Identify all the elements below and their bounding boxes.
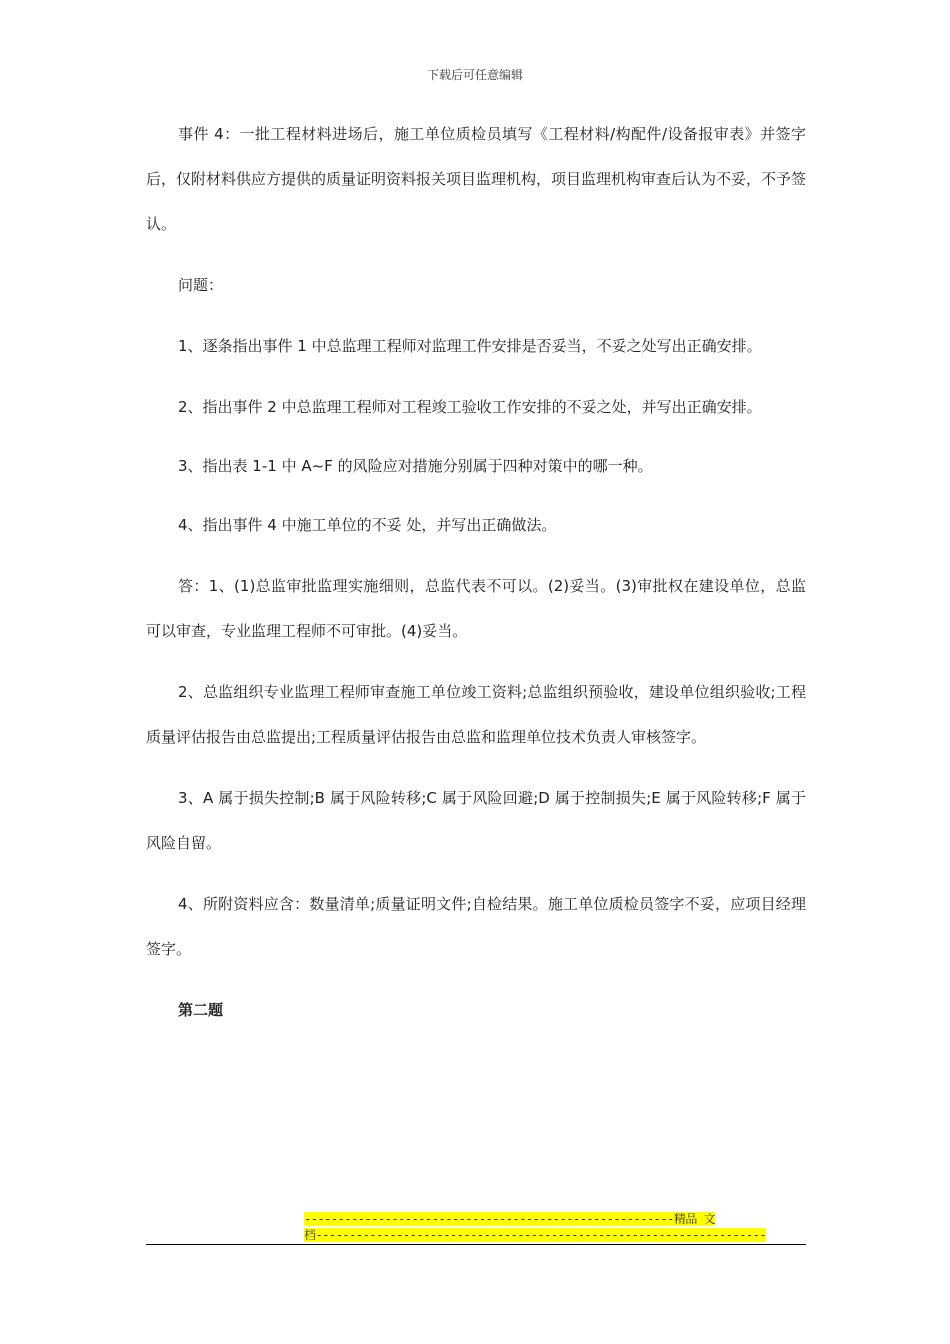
answer-1: 答：1、(1)总监审批监理实施细则，总监代表不可以。(2)妥当。(3)审批权在建设单位，总监可以审查，专业监理工程师不可审批。(4)妥当。 — [146, 577, 806, 640]
footer-line-1 — [304, 1211, 716, 1227]
question-4: 4、指出事件 4 中施工单位的不妥 处，并写出正确做法。 — [178, 516, 557, 534]
footer-divider — [146, 1244, 806, 1245]
question-label: 问题： — [178, 276, 224, 294]
footer-watermark — [304, 1211, 767, 1243]
section-2-heading: 第二题 — [178, 1001, 224, 1019]
footer-dashes-1: ------------------------------------------------------- — [304, 1212, 674, 1226]
page-header: 下载后可任意编辑 — [426, 68, 523, 82]
question-1: 1、逐条指出事件 1 中总监理工程师对监理工件安排是否妥当，不妥之处写出正确安排。 — [178, 337, 762, 355]
document-body — [146, 112, 806, 1033]
footer-text-2: 档 — [304, 1228, 316, 1242]
footer-dashes-2: ------------------------------------------------------------------- — [315, 1228, 767, 1242]
footer-line-2 — [304, 1227, 767, 1243]
footer-text-1: 精品 文 — [673, 1212, 716, 1226]
answer-4: 4、所附资料应含：数量清单;质量证明文件;自检结果。施工单位质检员签字不妥，应项目经理签字。 — [146, 895, 806, 958]
question-3: 3、指出表 1-1 中 A~F 的风险应对措施分别属于四种对策中的哪一种。 — [178, 457, 653, 475]
question-2: 2、指出事件 2 中总监理工程师对工程竣工验收工作安排的不妥之处，并写出正确安排。 — [178, 398, 762, 416]
event-4-paragraph: 事件 4：一批工程材料进场后，施工单位质检员填写《工程材料/构配件/设备报审表》并签字后，仅附材料供应方提供的质量证明资料报关项目监理机构，项目监理机构审查后认为不妥，不予签认。 — [146, 125, 807, 233]
answer-2: 2、总监组织专业监理工程师审查施工单位竣工资料;总监组织预验收，建设单位组织验收;工程质量评估报告由总监提出;工程质量评估报告由总监和监理单位技术负责人审核签字。 — [146, 683, 806, 746]
answer-3: 3、A 属于损失控制;B 属于风险转移;C 属于风险回避;D 属于控制损失;E 属于风险转移;F 属于风险自留。 — [146, 789, 806, 852]
